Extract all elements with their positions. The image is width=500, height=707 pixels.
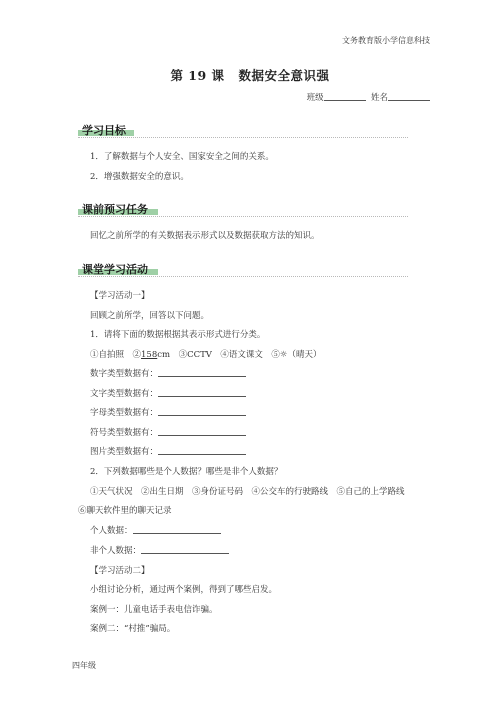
section-title: 课堂学习活动 [82, 263, 148, 276]
question-1: 1．请将下面的数据根据其表示形式进行分类。 [90, 330, 266, 340]
case-2: 案例二：“村推”骗局。 [90, 624, 176, 634]
q1-items-part: ①自拍照 ② [90, 350, 142, 360]
q2-items-line2: ⑥聊天软件里的聊天记录 [78, 506, 172, 516]
personal-row [90, 524, 221, 536]
type-label: 字母类型数据有： [90, 408, 159, 418]
activity2-intro: 小组讨论分析，通过两个案例，得到了哪些启发。 [90, 585, 278, 595]
q1-items-part: cm ③CCTV ④语文课文 ⑤☼（晴天） [157, 350, 322, 360]
activity2-heading: 【学习活动二】 [90, 566, 150, 576]
section-divider [78, 276, 408, 277]
name-label: 姓名 [370, 93, 388, 103]
activity1-intro: 回顾之前所学，回答以下问题。 [90, 311, 210, 321]
lesson-number: 第 19 课 [170, 68, 225, 83]
goal-item: 2．增强数据安全的意识。 [90, 172, 189, 182]
type-row-letter [90, 406, 246, 418]
type-row-number [90, 367, 246, 379]
personal-label: 个人数据： [90, 526, 133, 536]
answer-blank[interactable] [133, 524, 221, 534]
publisher-label: 文务教育版小学信息科技 [342, 36, 430, 45]
activity1-heading: 【学习活动一】 [90, 291, 150, 301]
footer-grade: 四年级 [72, 661, 96, 670]
answer-blank[interactable] [158, 406, 246, 416]
type-row-image [90, 445, 246, 457]
question-2: 2．下列数据哪些是个人数据？哪些是非个人数据？ [90, 467, 283, 477]
case-1: 案例一：儿童电话手表电信诈骗。 [90, 605, 218, 615]
section-goals [78, 123, 408, 137]
answer-blank[interactable] [158, 367, 246, 377]
q1-items-number: 158 [141, 350, 158, 360]
answer-blank[interactable] [158, 445, 246, 455]
type-label: 符号类型数据有： [90, 428, 159, 438]
nonpersonal-label: 非个人数据： [90, 546, 142, 556]
section-divider [78, 216, 408, 217]
lesson-name: 数据安全意识强 [238, 68, 330, 83]
section-activities [78, 262, 408, 276]
class-label: 班级 [306, 93, 324, 103]
section-title: 课前预习任务 [82, 203, 148, 216]
preview-text: 回忆之前所学的有关数据表示形式以及数据获取方法的知识。 [90, 231, 320, 241]
type-label: 数字类型数据有： [90, 369, 159, 379]
nonpersonal-row [90, 544, 229, 556]
q1-items [90, 348, 322, 360]
page-title [0, 66, 500, 84]
class-name-row [307, 91, 430, 103]
answer-blank[interactable] [141, 544, 229, 554]
type-row-symbol [90, 426, 246, 438]
name-blank[interactable] [388, 91, 430, 101]
q2-items-line1: ①天气状况 ②出生日期 ③身份证号码 ④公交车的行驶路线 ⑤自己的上学路线 [90, 487, 405, 497]
goal-item: 1．了解数据与个人安全、国家安全之间的关系。 [90, 152, 274, 162]
answer-blank[interactable] [158, 426, 246, 436]
section-divider [78, 137, 408, 138]
type-label: 图片类型数据有： [90, 447, 159, 457]
class-blank[interactable] [324, 91, 366, 101]
section-preview [78, 202, 408, 216]
section-title: 学习目标 [82, 124, 126, 137]
type-row-text [90, 387, 246, 399]
type-label: 文字类型数据有： [90, 389, 159, 399]
answer-blank[interactable] [158, 387, 246, 397]
